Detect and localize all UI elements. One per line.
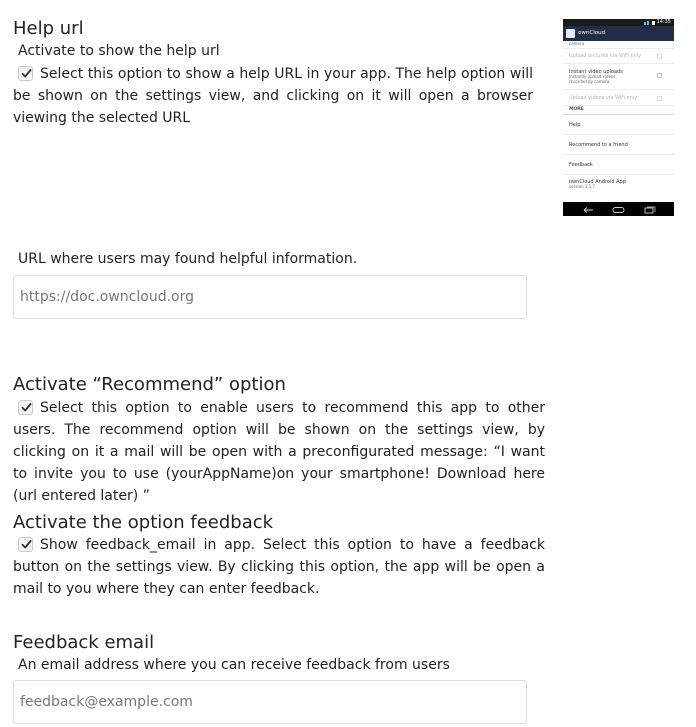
phone-row-instant-video: Instant video uploads Instantly upload videos recorded by camera [563, 64, 674, 90]
phone-row-upload-pictures: Upload pictures via WiFi only [563, 49, 674, 64]
feedback-email-subtitle: An email address where you can receive feedback from users [18, 657, 450, 673]
phone-settings-list [563, 41, 674, 193]
phone-row-help: Help [563, 115, 674, 135]
phone-row-app-version: ownCloud Android App version 1.5.7 [569, 179, 626, 189]
signal-battery-icon [644, 21, 656, 25]
feedback-checkbox[interactable] [18, 537, 33, 552]
check-icon [20, 401, 33, 414]
phone-row-feedback: Feedback [563, 155, 674, 175]
feedback-description-block [13, 534, 545, 600]
phone-row-camera: camera [563, 41, 674, 49]
feedback-email-title: Feedback email [13, 632, 155, 653]
help-url-title: Help url [13, 18, 84, 39]
url-field-label: URL where users may found helpful information. [18, 251, 358, 267]
feedback-description: Show feedback_email in app. Select this option to have a feedback button on the settings view. By clicking this option, the app will be open a mail to you where they can enter feedback. [13, 537, 545, 597]
phone-checkbox [657, 73, 662, 78]
phone-checkbox [657, 96, 662, 101]
phone-checkbox [657, 54, 662, 59]
check-icon [20, 67, 33, 80]
recommend-description: Select this option to enable users to recommend this app to other users. The recommend option will be shown on the settings view, by clicking on it a mail will be open with a preconfigurated message: “I want to invite you to use (yourAppName)on your smartphone! Download here (url entered later) ” [13, 400, 545, 504]
recommend-checkbox[interactable] [18, 400, 33, 415]
phone-more-header: MORE [563, 106, 674, 115]
recommend-description-block [13, 397, 545, 507]
help-url-input[interactable] [13, 275, 527, 319]
phone-app-bar [563, 26, 674, 41]
help-url-description-block [13, 63, 533, 129]
recent-apps-icon [645, 207, 655, 213]
phone-status-time: 14:35 [656, 19, 671, 25]
phone-preview-screenshot [563, 19, 674, 216]
check-icon [20, 538, 33, 551]
phone-status-bar [563, 19, 674, 26]
help-url-checkbox[interactable] [18, 66, 33, 81]
phone-nav-icons [563, 203, 674, 216]
phone-nav-bar [563, 202, 674, 216]
feedback-email-input[interactable] [13, 680, 527, 724]
owncloud-logo-icon [566, 29, 575, 38]
help-url-description: Select this option to show a help URL in your app. The help option will be shown on the settings view, and clicking on it will open a browser viewing the selected URL [13, 66, 533, 126]
phone-app-title: ownCloud [578, 30, 606, 36]
help-url-subtitle: Activate to show the help url [18, 43, 220, 59]
recommend-title: Activate “Recommend” option [13, 374, 286, 395]
phone-row-upload-videos: Upload videos via WiFi only [563, 90, 674, 106]
back-arrow-icon [584, 208, 593, 213]
phone-row-recommend: Recommend to a friend [563, 135, 674, 155]
feedback-title: Activate the option feedback [13, 512, 274, 533]
home-icon [613, 208, 624, 213]
